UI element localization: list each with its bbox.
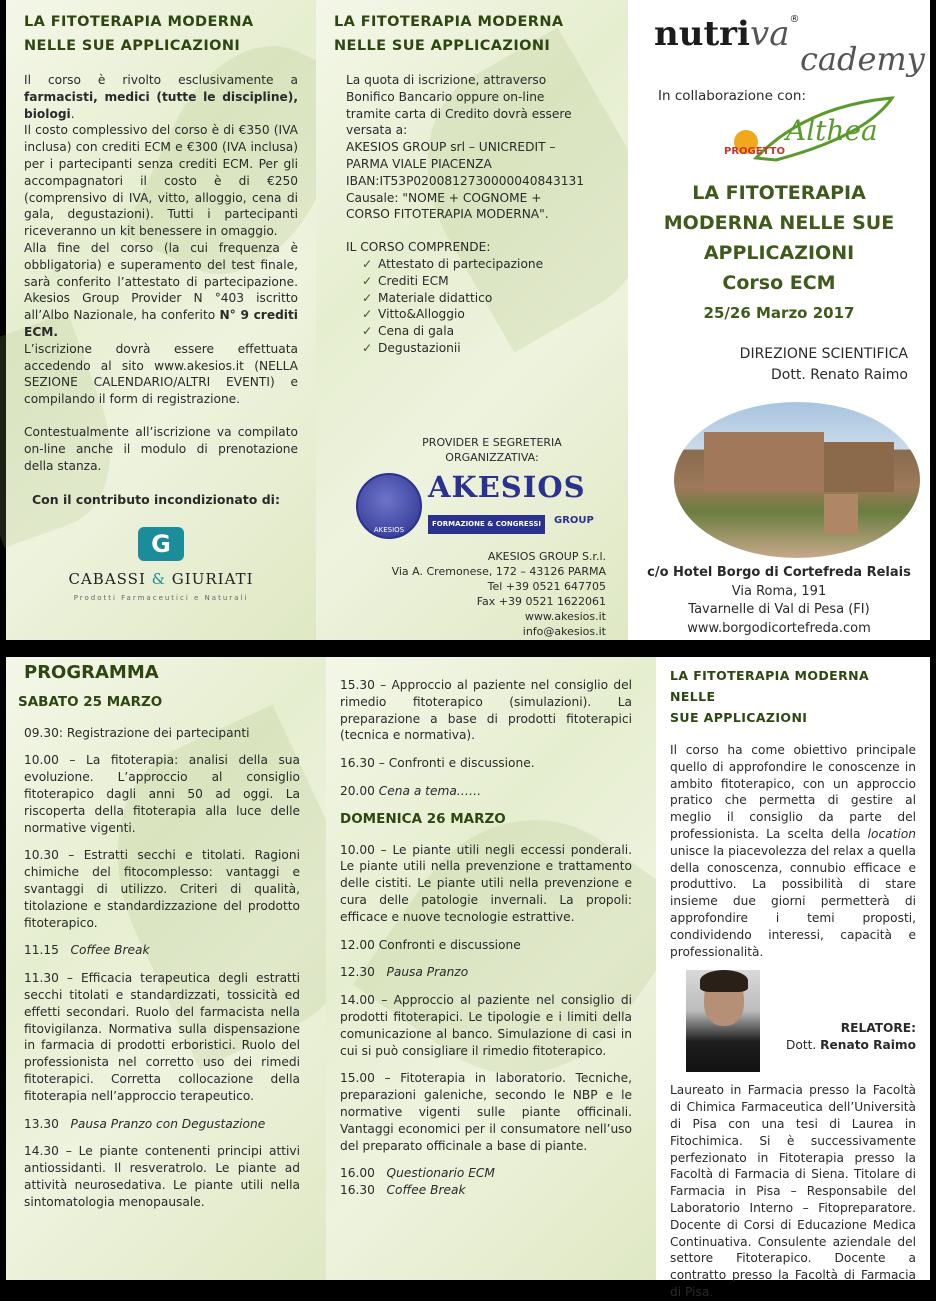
speaker-block: [670, 970, 916, 1082]
list-item: ✓ Degustazionii: [334, 340, 610, 357]
program-item: 20.00 Cena a tema……: [340, 783, 482, 798]
about-text: Il corso ha come obiettivo principale quello di approfondire le conoscenze in ambito fitoterapico, con un approccio pratico che permetta di gestire al meglio il consiglio da parte del professionista. La scelta della location unisce la piacevolezza del relax a quella della conoscenza, connubio efficace e produttivo. La possibilità di stare insieme due giorni permetterà di approfondire i temi proposti, condividendo interessi, capacità e professionalità.: [670, 743, 916, 959]
program-item: 14.30 – Le piante contenenti principi attivi antiossidanti. Il resveratrolo. Le piante ad attività neurosedativa. Le piante utili nella sintomatologia menopausale.: [24, 1144, 300, 1209]
list-item: ✓ Cena di gala: [334, 323, 610, 340]
program-item: 11.15 Coffee Break: [24, 943, 150, 958]
provider-address: AKESIOS GROUP S.r.l. Via A. Cremonese, 172 – 43126 PARMA Tel +39 0521 647705 Fax +39 0521 1622061 www.akesios.it info@akesios.it: [391, 549, 606, 638]
panel-heading: LA FITOTERAPIA MODERNA NELLE SUE APPLICAZIONI: [670, 668, 870, 725]
program-item: 12.00 Confronti e discussione: [340, 937, 521, 952]
program-item: 13.30 Pausa Pranzo con Degustazione: [24, 1116, 266, 1131]
progetto-althea-logo: PROGETTO Althea: [716, 96, 896, 166]
day-title: DOMENICA 26 MARZO: [340, 810, 506, 827]
list-item: ✓ Crediti ECM: [334, 273, 610, 290]
venue: c/o Hotel Borgo di Cortefreda Relais Via Roma, 191 Tavarnelle di Val di Pesa (FI) www.borgodicortefreda.com: [647, 565, 911, 636]
program-item: 10.00 – Le piante utili negli eccessi ponderali. Le piante utili nella prevenzione e trattamento delle cistiti. Le piante utili nella prevenzione e cura delle patologie invernali. La propoli: efficace e nuove tecnologie estrattive.: [340, 842, 632, 924]
speaker-info: RELATORE: Dott. Renato Raimo: [785, 1021, 916, 1053]
brochure-outside: [6, 0, 930, 640]
direction: DIREZIONE SCIENTIFICA Dott. Renato Raimo: [739, 346, 908, 383]
cost-text: Il costo complessivo del corso è di €350 (IVA inclusa) con crediti ECM e €300 (IVA inclusa) per i partecipanti senza crediti ECM. Per gli accompagnatori il costo è di €250 (comprensivo di IVA, vitto, alloggio, cena di gala, degustazioni). Tutti i partecipanti riceveranno un kit benessere in omaggio.: [24, 123, 298, 239]
registration-text: L’iscrizione dovrà essere effettuata accedendo al sito www.akesios.it (NELLA SEZIONE CALENDARIO/ALTRI EVENTI) e compilando il form di registrazione.: [24, 341, 298, 407]
panel-heading: LA FITOTERAPIA MODERNA NELLE SUE APPLICAZIONI: [24, 14, 254, 54]
day-title: SABATO 25 MARZO: [18, 693, 163, 710]
about-panel: [656, 657, 930, 1299]
sponsor-logo: G CABASSI & GIURIATI Prodotti Farmaceutici e Naturali: [24, 527, 298, 607]
program-item: 14.00 – Approccio al paziente nel consiglio di prodotti fitoterapici. Le tipologie e i limiti della comunicazione al banco. Simulazione di casi in cui si può consigliare il rimedio fitoterapico.: [340, 993, 632, 1058]
includes-title: IL CORSO COMPRENDE:: [346, 240, 491, 255]
program-item: 09.30: Registrazione dei partecipanti: [24, 725, 250, 740]
collab-label: In collaborazione con:: [658, 88, 806, 104]
list-item: ✓ Materiale didattico: [334, 290, 610, 307]
payment-panel: [316, 0, 628, 640]
speaker-photo: [686, 970, 760, 1072]
cover-panel: [628, 0, 930, 640]
eagle-seal-icon: AKESIOS: [356, 473, 422, 539]
certificate-text: Alla fine del corso (la cui frequenza è obbligatoria) e superamento del test finale, sarà conferito l’attestato di partecipazione. Akesios Group Provider N °403 iscritto all’Albo Nazionale, ha conferito N° 9 crediti ECM.: [24, 240, 298, 339]
program-item: 11.30 – Efficacia terapeutica degli estratti secchi titolati e standardizzati, tossicità ed effetti secondari. Ruolo del farmacista nella fitovigilanza. Normativa sulla dispensazione in farmacia di prodotti erboristici. Ruolo del professionista nel corretto uso dei rimedi fitoterapici. Corretta collocazione della fitoterapia nell’approccio terapeutico.: [24, 971, 300, 1103]
program-item: 15.00 – Fitoterapia in laboratorio. Tecniche, preparazioni galeniche, secondo le NBP e le normative vigenti sulle piante officinali. Vantaggi economici per il consumatore nell’uso del preparato officinale a base di piante.: [340, 1071, 632, 1153]
program-item: 16.00 Questionario ECM: [340, 1166, 495, 1181]
list-item: ✓ Attestato di partecipazione: [334, 256, 610, 273]
nutriva-academy-logo: nutriva® cademy: [654, 14, 925, 78]
room-booking-text: Contestualmente all’iscrizione va compilato on-line anche il modulo di prenotazione della stanza.: [24, 424, 298, 473]
cg-icon: G: [138, 527, 184, 561]
course-title: LA FITOTERAPIA MODERNA NELLE SUE APPLICAZIONI Corso ECM 25/26 Marzo 2017: [663, 182, 895, 322]
provider-label: PROVIDER E SEGRETERIA ORGANIZZATIVA:: [422, 435, 562, 464]
payment-info: La quota di iscrizione, attraverso Bonifico Bancario oppure on-line tramite carta di Credito dovrà essere versata a: AKESIOS GROUP srl – UNICREDIT – PARMA VIALE PIACENZA IBAN:IT53P0200812730000040843131 Causale: "NOME + COGNOME + CORSO FITOTERAPIA MODERNA".: [346, 73, 585, 222]
program-item: 16.30 – Confronti e discussione.: [340, 756, 535, 771]
sponsor-label: Con il contributo incondizionato di:: [32, 492, 280, 508]
info-panel: [6, 0, 316, 640]
hotel-photo: [674, 402, 920, 558]
brochure-inside: [6, 657, 930, 1299]
list-item: ✓ Vitto&Alloggio: [334, 306, 610, 323]
akesios-logo: AKESIOS AKESIOS FORMAZIONE & CONGRESSI GROUP: [334, 473, 610, 539]
audience-text: Il corso è rivolto esclusivamente a farmacisti, medici (tutte le discipline), biologi.: [24, 73, 298, 121]
program-item: 12.30 Pausa Pranzo: [340, 965, 469, 980]
speaker-bio: Laureato in Farmacia presso la Facoltà di Chimica Farmaceutica dell’Università di Pisa con una tesi di Laurea in Fitochimica. Si è successivamente perfezionato in Fitoterapia presso la Facoltà di Farmacia di Siena. Titolare di Farmacia in Pisa – Responsabile del Laboratorio Interno – Fitopreparatore. Docente di Corsi di Educazione Medica Continuativa. Consulente aziendale del settore Fitoterapico. Docente a contratto presso la Facoltà di Farmacia di Pisa.: [670, 1083, 916, 1299]
program-item: 10.00 – La fitoterapia: analisi della sua evoluzione. L’approccio al consiglio fitoterapico dagli anni 50 ad oggi. La riscoperta della fitoterapia alla luce delle normative vigenti.: [24, 753, 300, 835]
includes-list: [334, 256, 610, 357]
program-panel: [6, 657, 326, 1280]
panel-heading: LA FITOTERAPIA MODERNA NELLE SUE APPLICAZIONI: [334, 14, 564, 54]
program-title: PROGRAMMA: [24, 662, 159, 683]
program-item: 16.30 Coffee Break: [340, 1183, 466, 1198]
program-item: 10.30 – Estratti secchi e titolati. Ragioni chimiche del fitocomplesso: vantaggi e svantaggi di utilizzo. Criteri di qualità, titolazione e standardizzazione del prodotto fitoterapico.: [24, 848, 300, 930]
program-item: 15.30 – Approccio al paziente nel consiglio del rimedio fitoterapico (simulazioni). La preparazione a base di prodotti fitoterapici (tecnica e normativa).: [340, 678, 632, 743]
program-panel-2: [326, 657, 656, 1280]
